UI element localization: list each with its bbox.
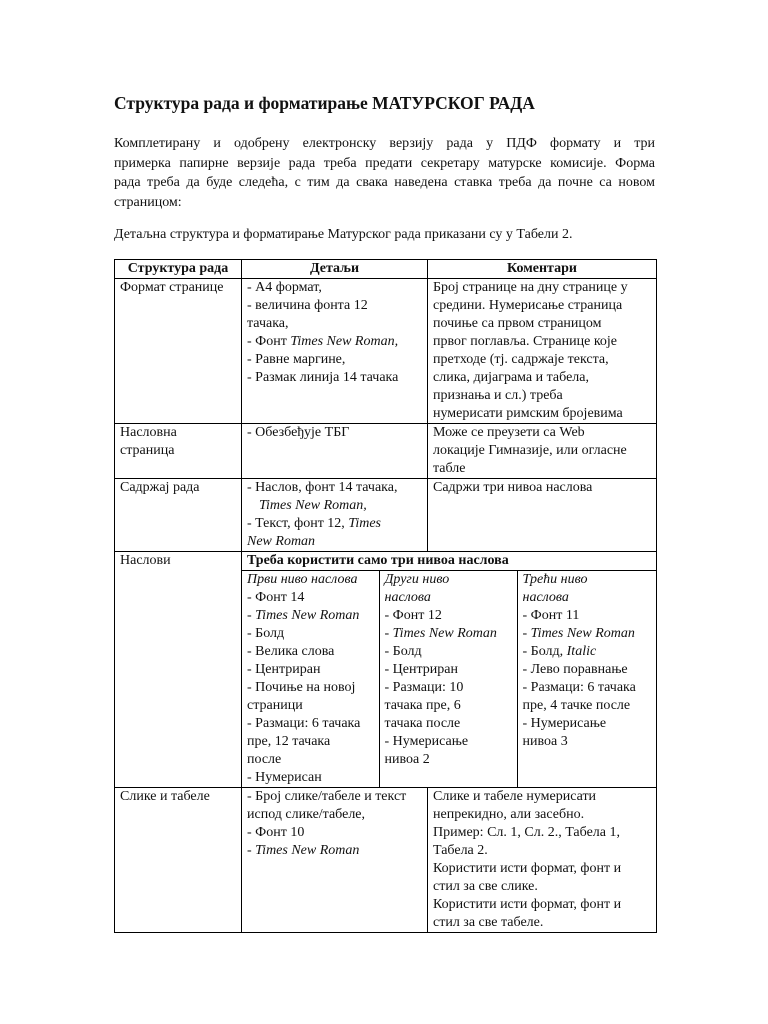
label-line: Насловна [120, 425, 177, 440]
comment-line: Може се преузети са Web [433, 425, 585, 440]
headings-cell [242, 552, 657, 788]
row-details [242, 479, 428, 552]
row-label: Наслови [115, 552, 242, 788]
level-line: - Центриран [384, 662, 458, 677]
level-line: - Фонт 14 [247, 590, 305, 605]
comment-line: непрекидно, али засебно. [433, 807, 585, 822]
comment-line: стил за све табеле. [433, 915, 544, 930]
comment-line: претходе (тј. садржаје текста, [433, 352, 609, 367]
heading-level-1 [242, 571, 379, 787]
bold-prefix: - Болд, [522, 644, 567, 659]
row-comments [428, 788, 657, 933]
level-line: пре, 4 тачке после [522, 698, 631, 713]
comment-line: Табела 2. [433, 843, 488, 858]
detail-line: - Фонт 10 [247, 825, 305, 840]
intro-paragraph [114, 134, 655, 212]
comment-line: нумерисати римским бројевима [433, 406, 623, 421]
comment-line: Пример: Сл. 1, Сл. 2., Табела 1, [433, 825, 620, 840]
row-comments [428, 424, 657, 479]
font-name: New Roman [247, 534, 316, 549]
detail-line: - Равне маргине, [247, 352, 346, 367]
page-title: Структура рада и форматирање МАТУРСКОГ РАДА [114, 93, 535, 113]
level-line: - Фонт 12 [384, 608, 442, 623]
table-row [115, 788, 657, 933]
level-line: - Times New Roman [384, 626, 497, 641]
level-line: - Почиње на новој [247, 680, 356, 695]
label-line: страница [120, 443, 175, 458]
level-title: наслова [384, 590, 431, 605]
level-line: - Нумерисање [522, 716, 607, 731]
detail-line: - А4 формат, [247, 280, 322, 295]
comment-line: Број странице на дну странице у [433, 280, 628, 295]
level-line: - Размаци: 6 тачака [247, 716, 361, 731]
detail-line: - величина фонта 12 [247, 298, 368, 313]
level-line: нивоа 3 [522, 734, 568, 749]
details-paragraph: Детаљна структура и форматирање Матурског рада приказани су у Табели 2. [114, 227, 573, 242]
font-name: Times New Roman [255, 843, 360, 858]
level-line: - Нумерисан [247, 770, 322, 785]
row-label [115, 424, 242, 479]
level-line: - Болд [247, 626, 285, 641]
level-title: Други ниво [384, 572, 450, 587]
intro-line: рада треба да буде следећа, с тим да свака наведена ставка треба да почне са новом [114, 175, 655, 190]
font-name: Times [348, 516, 381, 531]
font-name: Times New Roman [392, 626, 497, 641]
row-details [242, 279, 428, 424]
comment-line: Користити исти формат, фонт и [433, 897, 622, 912]
level-line: после [247, 752, 282, 767]
table-header-row [115, 260, 657, 279]
level-line: - Фонт 11 [522, 608, 580, 623]
detail-line: - Times New Roman [247, 843, 360, 858]
comment-line: слика, дијаграма и табела, [433, 370, 589, 385]
intro-line: страницом: [114, 194, 182, 210]
header-details: Детаљи [242, 260, 428, 279]
intro-line: примерка папирне верзије рада треба предати секретару матурске комисије. Форма [114, 155, 655, 171]
level-line: - Болд [384, 644, 422, 659]
table-row [115, 552, 657, 788]
level-line [523, 643, 655, 661]
level-line: тачака пре, 6 [384, 698, 461, 713]
font-name: Times New Roman, [290, 334, 399, 349]
level-line: - Лево поравнање [522, 662, 628, 677]
comment-line: Користити исти формат, фонт и [433, 861, 622, 876]
level-line: - Велика слова [247, 644, 335, 659]
intro-line: Комплетирану и одобрену електронску верзију рада у ПДФ формату и три [114, 136, 655, 151]
detail-line: испод слике/табеле, [247, 807, 366, 822]
level-line: - Times New Roman [247, 608, 360, 623]
row-label: Формат странице [115, 279, 242, 424]
level-title: наслова [522, 590, 569, 605]
header-structure: Структура рада [115, 260, 242, 279]
detail-line: - Наслов, фонт 14 тачака, [247, 480, 398, 495]
level-line: нивоа 2 [384, 752, 430, 767]
structure-table [114, 259, 657, 933]
comment-line: признања и сл.) треба [433, 388, 563, 403]
row-label: Слике и табеле [115, 788, 242, 933]
level-line: - Нумерисање [384, 734, 469, 749]
heading-level-3 [517, 571, 657, 787]
font-name: Times New Roman, [259, 498, 367, 513]
comment-line: табле [433, 461, 466, 476]
headings-rule: Треба користити само три нивоа наслова [242, 552, 656, 571]
table-row [115, 424, 657, 479]
detail-line: тачака, [247, 316, 289, 331]
comment-line: Слике и табеле нумерисати [433, 789, 597, 804]
table-row [115, 279, 657, 424]
level-line: тачака после [384, 716, 461, 731]
detail-line [247, 515, 424, 533]
level-line: - Times New Roman [522, 626, 635, 641]
italic-word: Italic [566, 644, 597, 659]
level-line: - Центриран [247, 662, 321, 677]
detail-line: - Број слике/табеле и текст [247, 789, 407, 804]
font-name: Times New Roman [530, 626, 635, 641]
row-details: - Обезбеђује ТБГ [242, 424, 428, 479]
heading-levels-table [242, 571, 657, 787]
row-comments [428, 279, 657, 424]
table-row [115, 479, 657, 552]
comment-line: стил за све слике. [433, 879, 538, 894]
row-details [242, 788, 428, 933]
level-line: - Размаци: 10 [384, 680, 464, 695]
level-title: Први ниво наслова [247, 572, 358, 587]
detail-line [247, 333, 424, 351]
font-prefix: - Фонт [247, 334, 291, 349]
row-comments: Садржи три нивоа наслова [428, 479, 657, 552]
heading-level-2 [379, 571, 517, 787]
level-title: Трећи ниво [522, 572, 588, 587]
comment-line: почиње са првом страницом [433, 316, 602, 331]
level-line: - Размаци: 6 тачака [522, 680, 636, 695]
comment-line: локације Гимназије, или огласне [433, 443, 627, 458]
level-line: пре, 12 тачака [247, 734, 331, 749]
comment-line: средини. Нумерисање страница [433, 298, 623, 313]
detail-text: - Текст, фонт 12, [247, 516, 349, 531]
detail-line: - Размак линија 14 тачака [247, 370, 399, 385]
row-label: Садржај рада [115, 479, 242, 552]
comment-line: првог поглавља. Странице које [433, 334, 618, 349]
level-line: страници [247, 698, 303, 713]
font-name: Times New Roman [255, 608, 360, 623]
header-comments: Коментари [428, 260, 657, 279]
